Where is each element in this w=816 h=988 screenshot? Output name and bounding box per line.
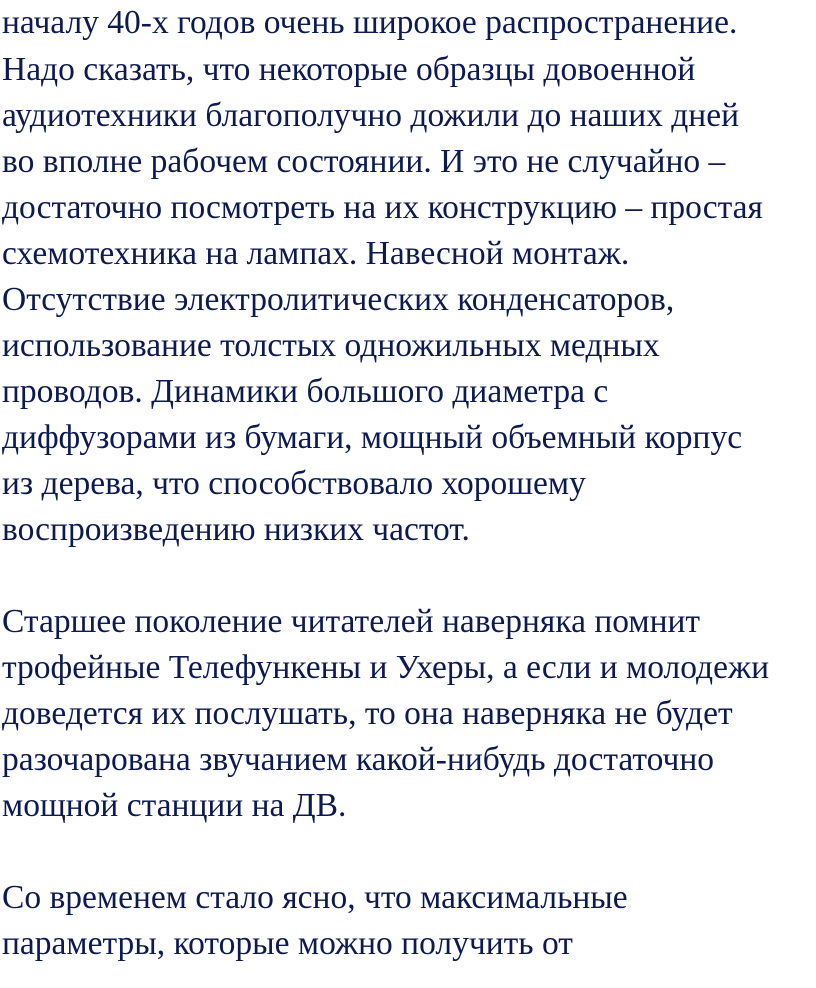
text-line: началу 40-х годов очень широкое распространение. [2, 4, 738, 41]
text-line: проводов. Динамики большого диаметра с [2, 373, 609, 410]
text-line: во вполне рабочем состоянии. И это не случайно – [2, 143, 726, 180]
text-line: воспроизведению низких частот. [2, 511, 470, 548]
text-line: Надо сказать, что некоторые образцы довоенной [2, 51, 696, 88]
text-line: мощной станции на ДВ. [2, 787, 347, 824]
text-line: диффузорами из бумаги, мощный объемный корпус [2, 419, 743, 456]
text-line: Со временем стало ясно, что максимальные [2, 879, 628, 916]
text-line: Старшее поколение читателей наверняка помнит [2, 603, 701, 640]
text-line: разочарована звучанием какой-нибудь достаточно [2, 741, 715, 778]
text-line: параметры, которые можно получить от [2, 925, 573, 962]
text-line: использование толстых одножильных медных [2, 327, 660, 364]
text-line: трофейные Телефункены и Ухеры, а если и молодежи [2, 649, 770, 686]
text-line: схемотехника на лампах. Навесной монтаж. [2, 235, 630, 272]
text-line: из дерева, что способствовало хорошему [2, 465, 586, 502]
text-line: Отсутствие электролитических конденсаторов, [2, 281, 675, 318]
text-line: аудиотехники благополучно дожили до наших дней [2, 97, 740, 134]
text-line: доведется их послушать, то она наверняка не будет [2, 695, 733, 732]
text-line: достаточно посмотреть на их конструкцию – простая [2, 189, 763, 226]
